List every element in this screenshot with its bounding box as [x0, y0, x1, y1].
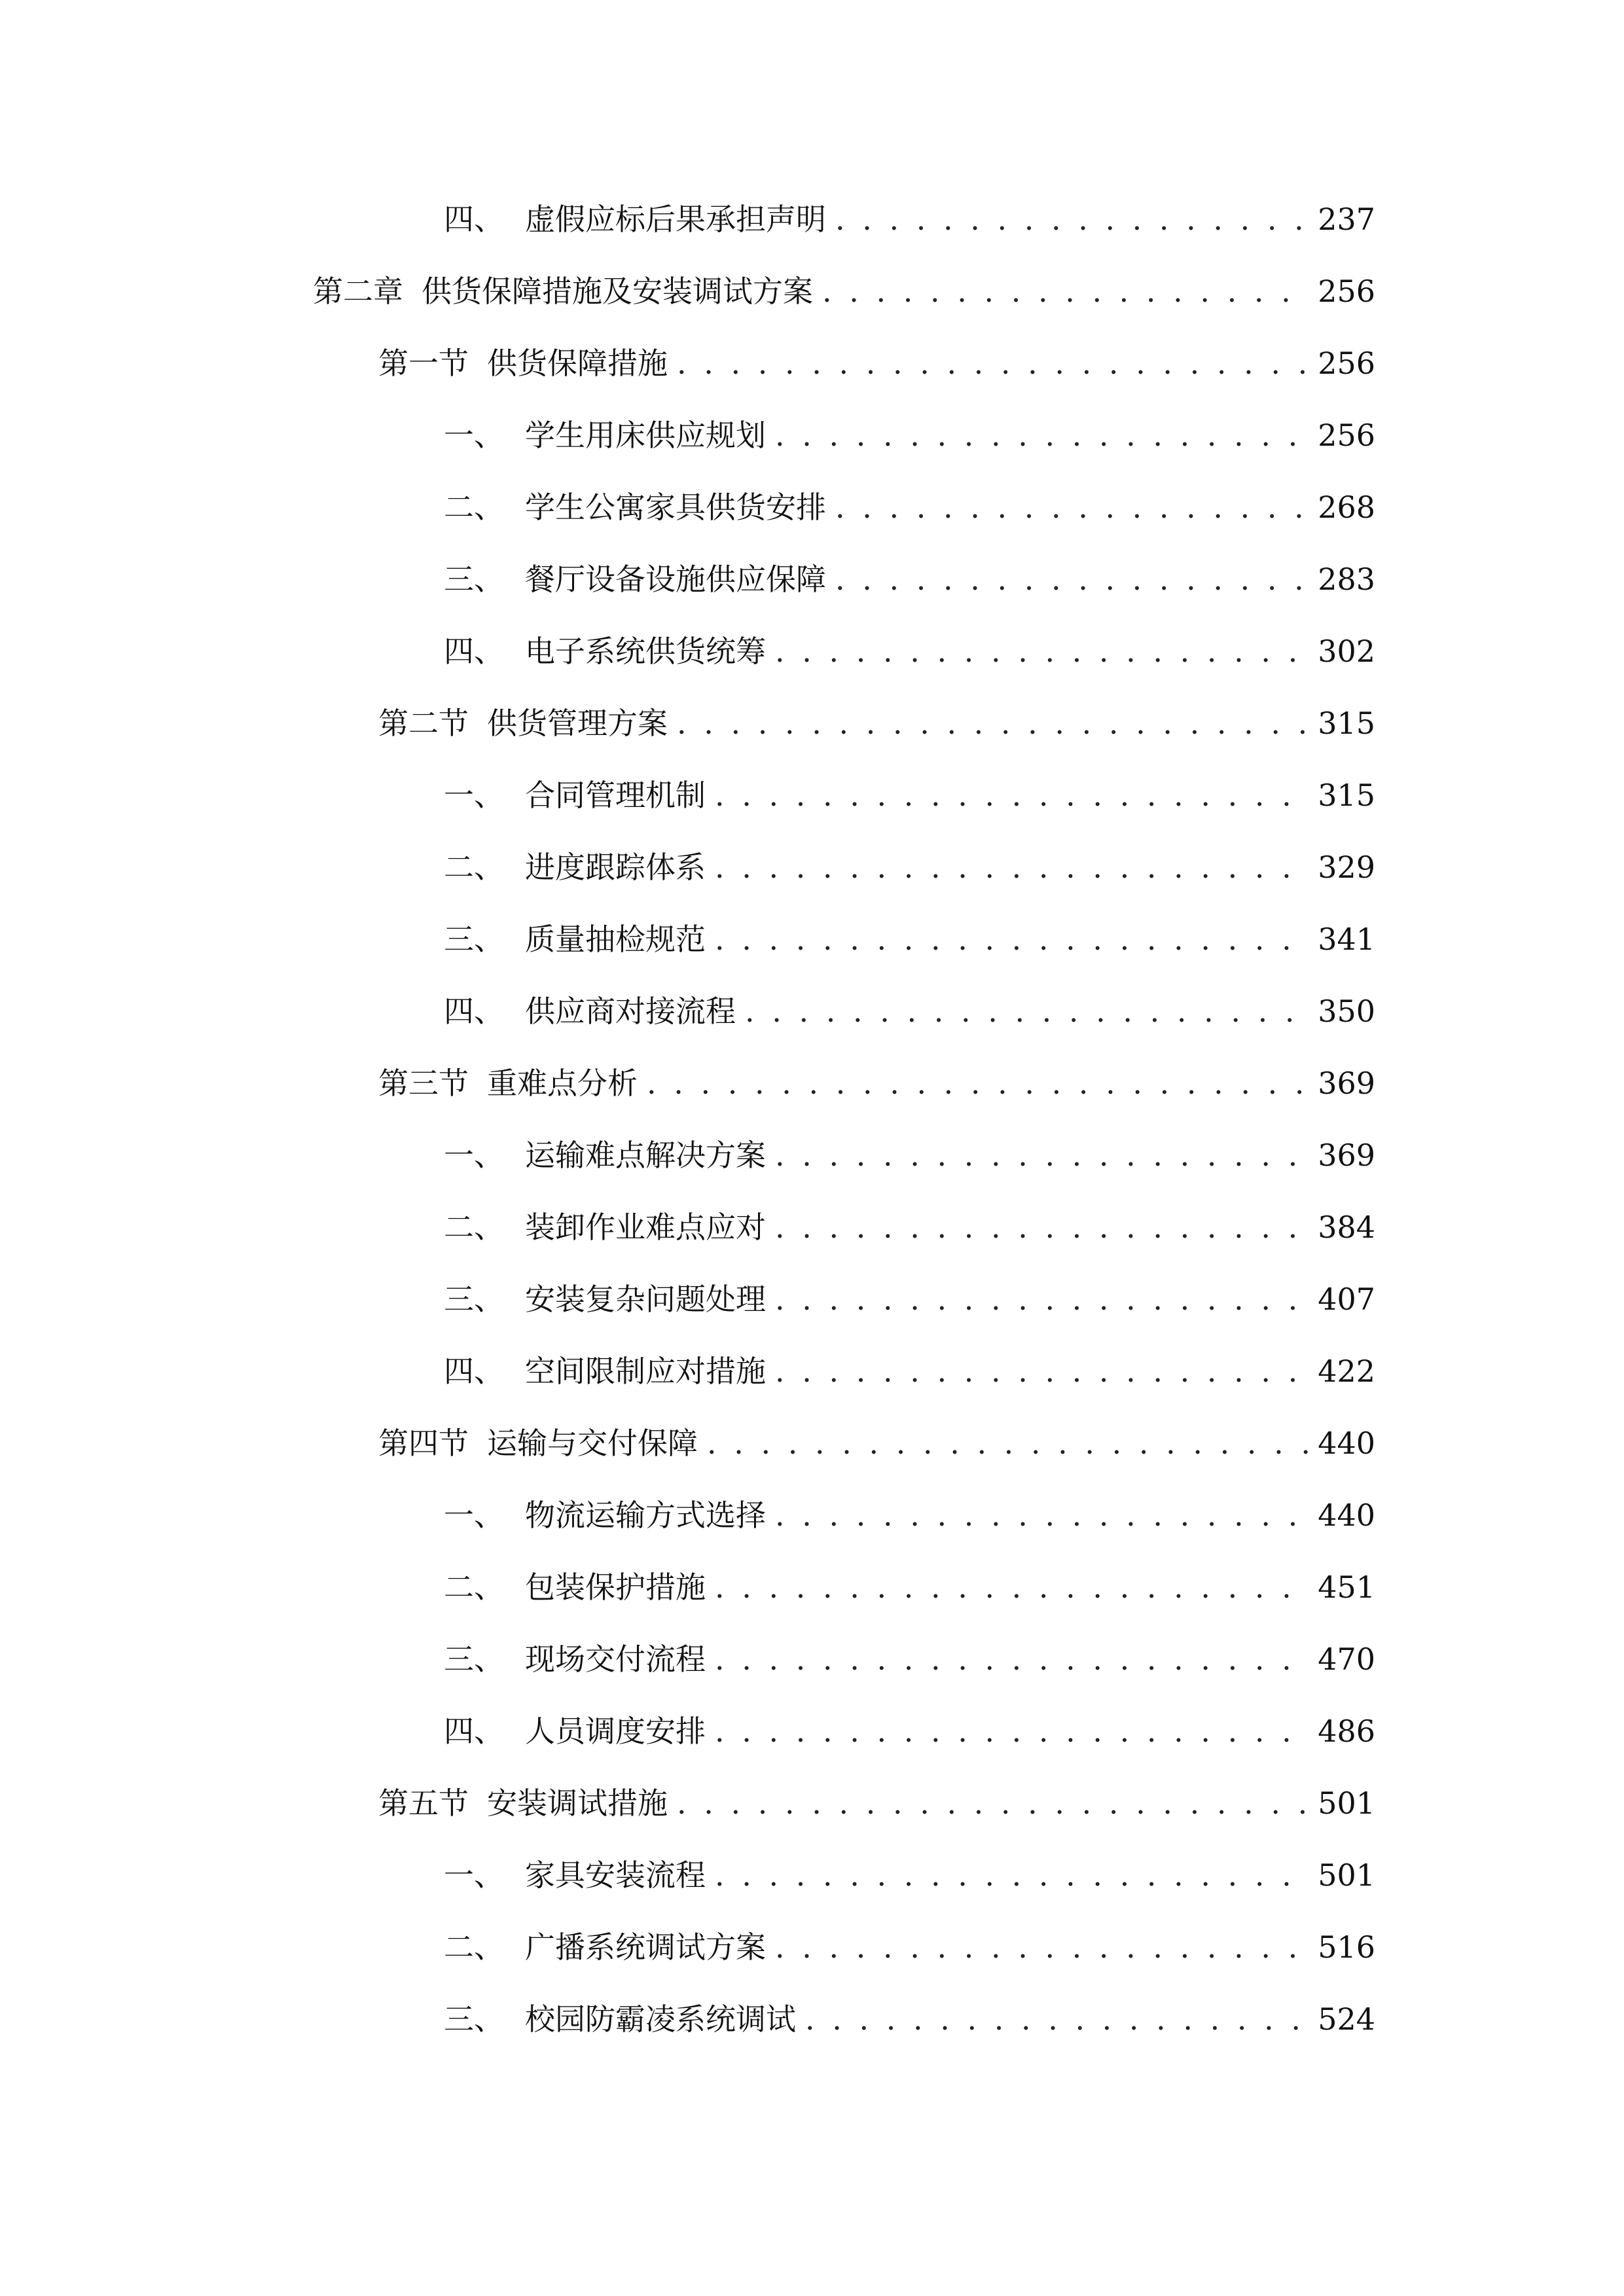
toc-entry[interactable] — [444, 1561, 1375, 1613]
entry-page-number: 256 — [1318, 346, 1375, 381]
toc-entry[interactable] — [313, 265, 1375, 317]
entry-number: 三、 — [444, 562, 504, 597]
entry-page-number: 440 — [1318, 1426, 1375, 1461]
toc-entry[interactable] — [444, 1345, 1375, 1397]
entry-title: 物流运输方式选择 — [525, 1498, 766, 1533]
entry-title: 供应商对接流程 — [525, 994, 736, 1029]
entry-title: 餐厅设备设施供应保障 — [525, 562, 826, 597]
dot-leader — [677, 697, 1310, 749]
dot-leader — [822, 265, 1310, 317]
entry-title: 进度跟踪体系 — [525, 850, 706, 885]
dot-leader — [715, 841, 1310, 893]
entry-page-number: 369 — [1318, 1138, 1375, 1173]
toc-entry[interactable] — [444, 625, 1375, 677]
entry-number: 四、 — [444, 1354, 504, 1389]
entry-title: 安装复杂问题处理 — [525, 1282, 766, 1317]
entry-title: 学生用床供应规划 — [525, 418, 766, 453]
entry-page-number: 315 — [1318, 706, 1375, 741]
entry-number: 第四节 — [378, 1426, 469, 1461]
toc-entry[interactable] — [444, 553, 1375, 605]
toc-entry[interactable] — [444, 1849, 1375, 1901]
dot-leader — [775, 1489, 1310, 1541]
dot-leader — [835, 193, 1310, 245]
entry-number: 三、 — [444, 2001, 504, 2037]
dot-leader — [745, 985, 1310, 1037]
entry-title: 学生公寓家具供货安排 — [525, 490, 826, 525]
entry-page-number: 256 — [1318, 418, 1375, 453]
dot-leader — [835, 481, 1310, 533]
entry-number: 一、 — [444, 1498, 504, 1533]
toc-entry[interactable] — [444, 913, 1375, 965]
entry-title: 安装调试措施 — [487, 1785, 668, 1821]
toc-entry[interactable] — [444, 409, 1375, 461]
entry-page-number: 451 — [1318, 1570, 1375, 1605]
dot-leader — [775, 1345, 1310, 1397]
entry-page-number: 268 — [1318, 490, 1375, 525]
entry-page-number: 369 — [1318, 1066, 1375, 1101]
dot-leader — [715, 769, 1310, 821]
dot-leader — [775, 409, 1310, 461]
entry-title: 运输与交付保障 — [487, 1426, 698, 1461]
entry-page-number: 486 — [1318, 1713, 1375, 1749]
entry-title: 供货管理方案 — [487, 706, 668, 741]
entry-number: 四、 — [444, 634, 504, 669]
entry-title: 供货保障措施 — [487, 346, 668, 381]
entry-page-number: 350 — [1318, 994, 1375, 1029]
toc-entry[interactable] — [444, 1993, 1375, 2045]
entry-number: 三、 — [444, 1641, 504, 1677]
dot-leader — [775, 1921, 1310, 1973]
dot-leader — [677, 337, 1310, 389]
entry-page-number: 315 — [1318, 778, 1375, 813]
entry-page-number: 501 — [1318, 1785, 1375, 1821]
toc-entry[interactable] — [444, 1705, 1375, 1757]
entry-number: 第一节 — [378, 346, 469, 381]
entry-number: 第二章 — [313, 274, 403, 309]
toc-entry[interactable] — [444, 1129, 1375, 1181]
entry-title: 现场交付流程 — [525, 1641, 706, 1677]
toc-entry[interactable] — [378, 697, 1375, 749]
entry-page-number: 341 — [1318, 922, 1375, 957]
entry-title: 质量抽检规范 — [525, 922, 706, 957]
dot-leader — [677, 1777, 1310, 1829]
toc-entry[interactable] — [444, 1273, 1375, 1325]
toc-entry[interactable] — [378, 1057, 1375, 1109]
toc-entry[interactable] — [444, 1201, 1375, 1253]
entry-title: 校园防霸凌系统调试 — [525, 2001, 796, 2037]
dot-leader — [775, 1273, 1310, 1325]
entry-page-number: 422 — [1318, 1354, 1375, 1389]
toc-entry[interactable] — [444, 1633, 1375, 1685]
dot-leader — [775, 1201, 1310, 1253]
entry-title: 合同管理机制 — [525, 778, 706, 813]
entry-page-number: 516 — [1318, 1929, 1375, 1965]
entry-page-number: 329 — [1318, 850, 1375, 885]
entry-number: 四、 — [444, 1713, 504, 1749]
entry-page-number: 524 — [1318, 2001, 1375, 2037]
entry-number: 第二节 — [378, 706, 469, 741]
entry-page-number: 256 — [1318, 274, 1375, 309]
entry-number: 第五节 — [378, 1785, 469, 1821]
entry-page-number: 302 — [1318, 634, 1375, 669]
dot-leader — [707, 1417, 1310, 1469]
entry-number: 二、 — [444, 490, 504, 525]
dot-leader — [805, 1993, 1310, 2045]
entry-page-number: 237 — [1318, 202, 1375, 237]
dot-leader — [715, 1633, 1310, 1685]
entry-title: 家具安装流程 — [525, 1857, 706, 1893]
dot-leader — [647, 1057, 1310, 1109]
dot-leader — [835, 553, 1310, 605]
entry-title: 重难点分析 — [487, 1066, 638, 1101]
toc-entry[interactable] — [444, 193, 1375, 245]
entry-number: 二、 — [444, 1929, 504, 1965]
toc-entry[interactable] — [378, 337, 1375, 389]
entry-title: 虚假应标后果承担声明 — [525, 202, 826, 237]
entry-page-number: 384 — [1318, 1210, 1375, 1245]
entry-page-number: 501 — [1318, 1857, 1375, 1893]
entry-title: 供货保障措施及安装调试方案 — [422, 274, 813, 309]
entry-title: 电子系统供货统筹 — [525, 634, 766, 669]
toc-entry[interactable] — [378, 1777, 1375, 1829]
entry-title: 装卸作业难点应对 — [525, 1210, 766, 1245]
dot-leader — [715, 1561, 1310, 1613]
entry-number: 第三节 — [378, 1066, 469, 1101]
entry-title: 运输难点解决方案 — [525, 1138, 766, 1173]
entry-number: 四、 — [444, 994, 504, 1029]
toc-entry[interactable] — [444, 1489, 1375, 1541]
entry-title: 广播系统调试方案 — [525, 1929, 766, 1965]
entry-number: 一、 — [444, 778, 504, 813]
toc-entry[interactable] — [444, 841, 1375, 893]
entry-number: 二、 — [444, 1210, 504, 1245]
entry-page-number: 283 — [1318, 562, 1375, 597]
entry-number: 二、 — [444, 1570, 504, 1605]
entry-number: 三、 — [444, 1282, 504, 1317]
toc-entry[interactable] — [378, 1417, 1375, 1469]
entry-page-number: 470 — [1318, 1641, 1375, 1677]
entry-title: 空间限制应对措施 — [525, 1354, 766, 1389]
toc-entry[interactable] — [444, 985, 1375, 1037]
dot-leader — [715, 1849, 1310, 1901]
entry-number: 三、 — [444, 922, 504, 957]
toc-entry[interactable] — [444, 769, 1375, 821]
toc-entry[interactable] — [444, 1921, 1375, 1973]
dot-leader — [775, 625, 1310, 677]
toc-entry[interactable] — [444, 481, 1375, 533]
dot-leader — [775, 1129, 1310, 1181]
entry-number: 一、 — [444, 418, 504, 453]
entry-page-number: 407 — [1318, 1282, 1375, 1317]
entry-number: 二、 — [444, 850, 504, 885]
entry-title: 包装保护措施 — [525, 1570, 706, 1605]
entry-number: 四、 — [444, 202, 504, 237]
entry-title: 人员调度安排 — [525, 1713, 706, 1749]
dot-leader — [715, 913, 1310, 965]
entry-number: 一、 — [444, 1138, 504, 1173]
entry-number: 一、 — [444, 1857, 504, 1893]
dot-leader — [715, 1705, 1310, 1757]
entry-page-number: 440 — [1318, 1498, 1375, 1533]
